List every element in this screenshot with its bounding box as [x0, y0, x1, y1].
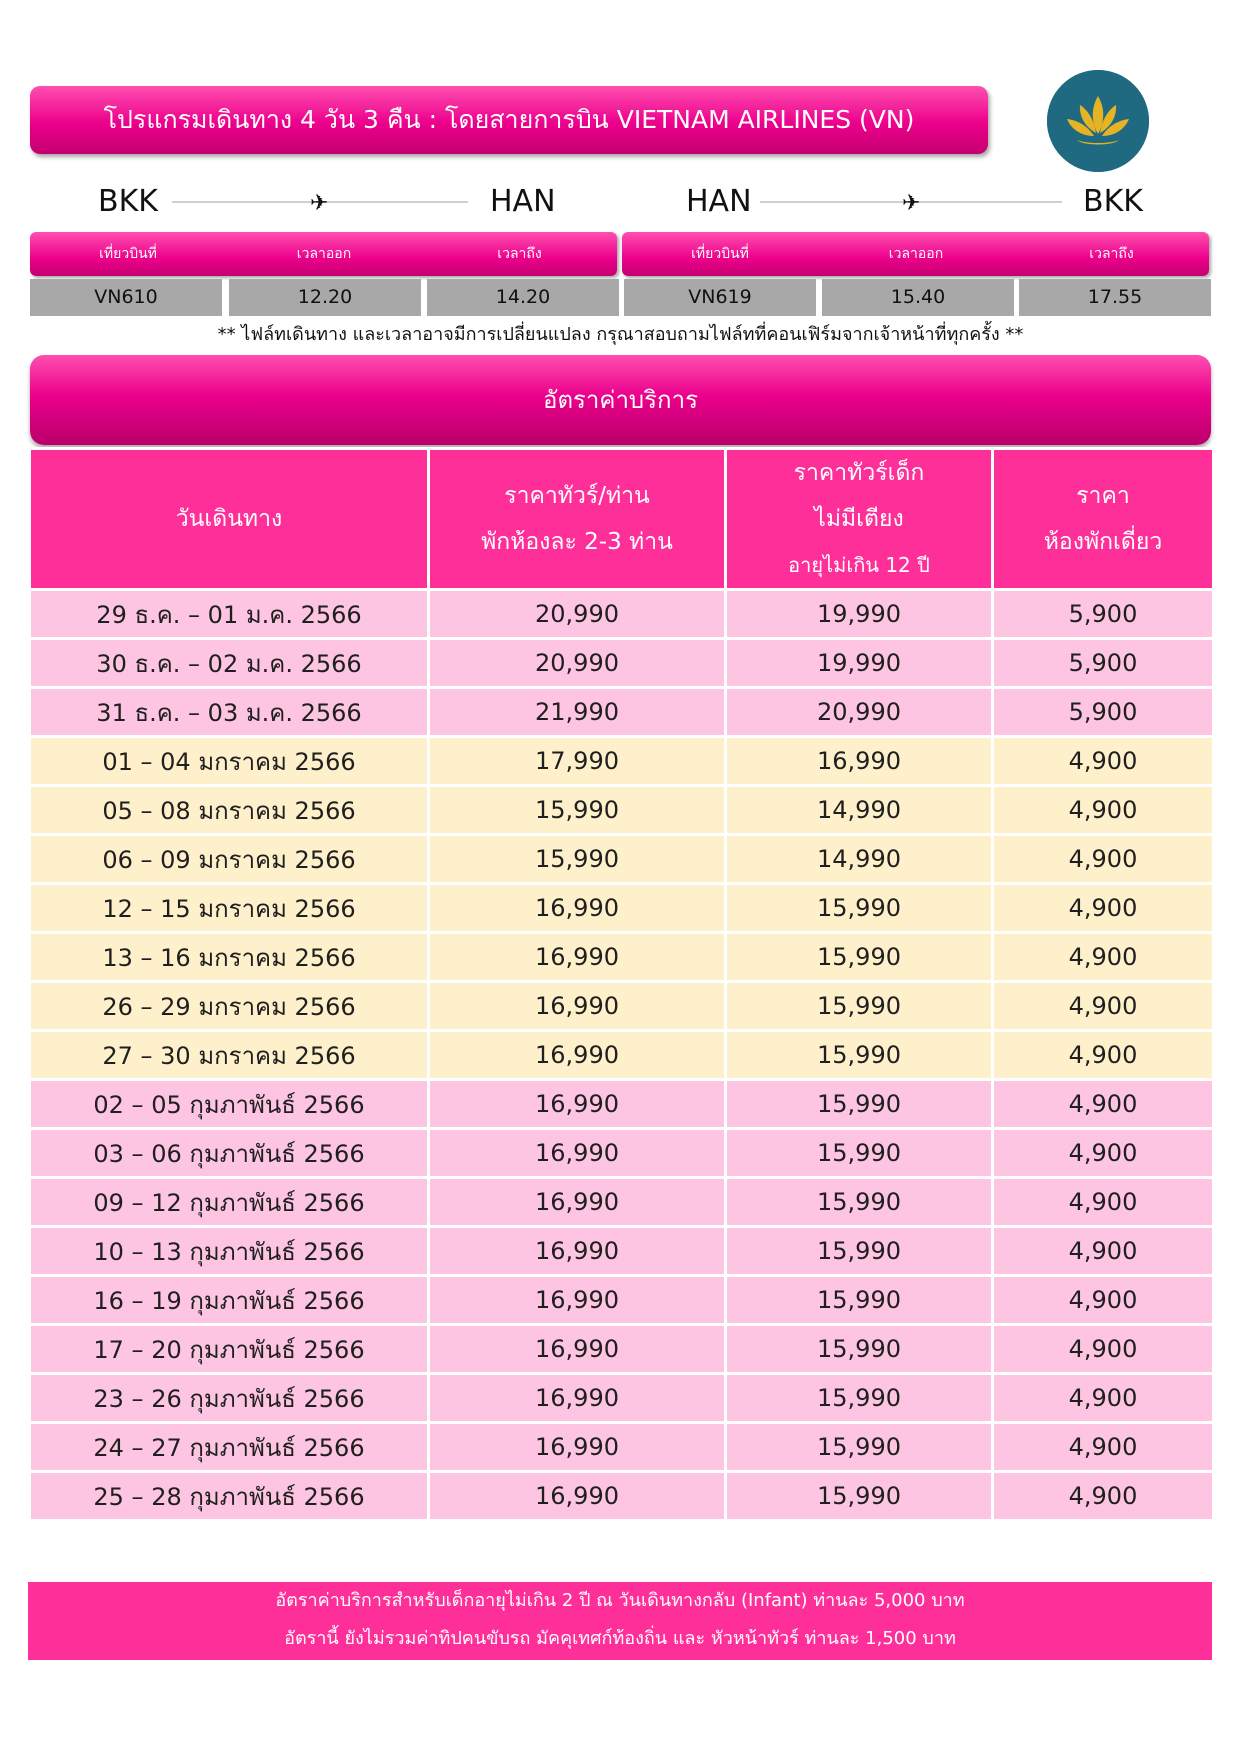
- header-adult-line2: พักห้องละ 2-3 ท่าน: [481, 529, 673, 555]
- single-room-cell: 4,900: [993, 1178, 1214, 1227]
- outbound-arrive-time: 14.20: [427, 279, 619, 316]
- single-room-cell: 4,900: [993, 1423, 1214, 1472]
- adult-price-cell: 15,990: [429, 835, 726, 884]
- program-title-banner: [30, 86, 988, 154]
- child-price-cell: 15,990: [726, 982, 993, 1031]
- program-title: โปรแกรมเดินทาง 4 วัน 3 คืน : โดยสายการบิน VIETNAM AIRLINES (VN): [103, 105, 915, 134]
- travel-date-cell: 02 – 05 กุมภาพันธ์ 2566: [30, 1080, 429, 1129]
- tip-exclusion-note: อัตรานี้ ยังไม่รวมค่าทิปคนขับรถ มัคคุเทศก์ท้องถิ่น และ หัวหน้าทัวร์ ท่านละ 1,500 บาท: [284, 1628, 956, 1649]
- table-row: [30, 1276, 1214, 1325]
- travel-date-cell: 23 – 26 กุมภาพันธ์ 2566: [30, 1374, 429, 1423]
- adult-price-cell: 16,990: [429, 1276, 726, 1325]
- child-price-cell: 16,990: [726, 737, 993, 786]
- return-destination: BKK: [1083, 184, 1143, 219]
- adult-price-cell: 16,990: [429, 1325, 726, 1374]
- header-adult-price: [429, 449, 726, 590]
- adult-price-cell: 16,990: [429, 1374, 726, 1423]
- child-price-cell: 15,990: [726, 933, 993, 982]
- header-child-line2: ไม่มีเตียง: [814, 506, 904, 532]
- table-row: [30, 1423, 1214, 1472]
- header-child-price: [726, 449, 993, 590]
- col-depart-label: เวลาออก: [296, 246, 352, 262]
- table-row: [30, 933, 1214, 982]
- table-row: [30, 639, 1214, 688]
- table-row: [30, 1472, 1214, 1521]
- travel-date-cell: 27 – 30 มกราคม 2566: [30, 1031, 429, 1080]
- header-date-label: วันเดินทาง: [175, 506, 283, 532]
- header-single-line2: ห้องพักเดี่ยว: [1043, 529, 1163, 555]
- travel-date-cell: 10 – 13 กุมภาพันธ์ 2566: [30, 1227, 429, 1276]
- table-row: [30, 1178, 1214, 1227]
- table-row: [30, 1031, 1214, 1080]
- adult-price-cell: 16,990: [429, 982, 726, 1031]
- outbound-flight-number: VN610: [30, 279, 222, 316]
- travel-date-cell: 12 – 15 มกราคม 2566: [30, 884, 429, 933]
- rates-body: [30, 590, 1214, 1521]
- vietnam-airlines-lotus-logo-icon: [1047, 70, 1149, 172]
- single-room-cell: 4,900: [993, 1472, 1214, 1521]
- travel-date-cell: 26 – 29 มกราคม 2566: [30, 982, 429, 1031]
- outbound-flight-header: [30, 232, 617, 276]
- adult-price-cell: 16,990: [429, 1227, 726, 1276]
- rates-header-row: [30, 449, 1214, 590]
- child-price-cell: 15,990: [726, 1178, 993, 1227]
- table-row: [30, 590, 1214, 639]
- col-flight-label: เที่ยวบินที่: [691, 246, 749, 262]
- adult-price-cell: 20,990: [429, 639, 726, 688]
- adult-price-cell: 16,990: [429, 933, 726, 982]
- rates-title-banner: [30, 355, 1211, 445]
- flight-change-note: ** ไฟล์ทเดินทาง และเวลาอาจมีการเปลี่ยนแปลง กรุณาสอบถามไฟล์ทที่คอนเฟิร์มจากเจ้าหน้าที่ทุกครั้ง **: [217, 324, 1024, 345]
- travel-date-cell: 16 – 19 กุมภาพันธ์ 2566: [30, 1276, 429, 1325]
- child-price-cell: 14,990: [726, 786, 993, 835]
- child-price-cell: 15,990: [726, 1423, 993, 1472]
- rates-table-container: [28, 447, 1212, 1522]
- single-room-cell: 4,900: [993, 1374, 1214, 1423]
- table-row: [30, 1227, 1214, 1276]
- adult-price-cell: 15,990: [429, 786, 726, 835]
- adult-price-cell: 16,990: [429, 1031, 726, 1080]
- outbound-destination: HAN: [490, 184, 556, 219]
- return-flight-number: VN619: [624, 279, 816, 316]
- table-row: [30, 884, 1214, 933]
- travel-date-cell: 09 – 12 กุมภาพันธ์ 2566: [30, 1178, 429, 1227]
- travel-date-cell: 06 – 09 มกราคม 2566: [30, 835, 429, 884]
- outbound-depart-time: 12.20: [229, 279, 421, 316]
- adult-price-cell: 16,990: [429, 1423, 726, 1472]
- travel-date-cell: 29 ธ.ค. – 01 ม.ค. 2566: [30, 590, 429, 639]
- header-child-line1: ราคาทัวร์เด็ก: [793, 460, 925, 486]
- single-room-cell: 4,900: [993, 933, 1214, 982]
- child-price-cell: 19,990: [726, 639, 993, 688]
- return-route: [0, 180, 1241, 224]
- child-price-cell: 15,990: [726, 1031, 993, 1080]
- child-price-cell: 15,990: [726, 1080, 993, 1129]
- child-price-cell: 15,990: [726, 1374, 993, 1423]
- return-flight-header: [622, 232, 1209, 276]
- adult-price-cell: 16,990: [429, 1178, 726, 1227]
- rates-table: [28, 447, 1215, 1522]
- travel-date-cell: 17 – 20 กุมภาพันธ์ 2566: [30, 1325, 429, 1374]
- return-arrive-time: 17.55: [1019, 279, 1211, 316]
- return-origin: HAN: [686, 184, 752, 219]
- single-room-cell: 4,900: [993, 1276, 1214, 1325]
- single-room-cell: 5,900: [993, 590, 1214, 639]
- travel-date-cell: 24 – 27 กุมภาพันธ์ 2566: [30, 1423, 429, 1472]
- header-single-line1: ราคา: [1076, 483, 1130, 509]
- adult-price-cell: 16,990: [429, 1080, 726, 1129]
- table-row: [30, 737, 1214, 786]
- single-room-cell: 4,900: [993, 884, 1214, 933]
- child-price-cell: 15,990: [726, 1227, 993, 1276]
- table-row: [30, 982, 1214, 1031]
- child-price-cell: 19,990: [726, 590, 993, 639]
- adult-price-cell: 16,990: [429, 1129, 726, 1178]
- col-arrive-label: เวลาถึง: [497, 246, 542, 262]
- table-row: [30, 1374, 1214, 1423]
- single-room-cell: 4,900: [993, 1031, 1214, 1080]
- child-price-cell: 15,990: [726, 1276, 993, 1325]
- rates-footer: [28, 1582, 1212, 1660]
- single-room-cell: 4,900: [993, 1325, 1214, 1374]
- travel-date-cell: 13 – 16 มกราคม 2566: [30, 933, 429, 982]
- single-room-cell: 4,900: [993, 835, 1214, 884]
- outbound-origin: BKK: [98, 184, 158, 219]
- table-row: [30, 1080, 1214, 1129]
- col-depart-label: เวลาออก: [888, 246, 944, 262]
- adult-price-cell: 20,990: [429, 590, 726, 639]
- child-price-cell: 15,990: [726, 1325, 993, 1374]
- single-room-cell: 5,900: [993, 639, 1214, 688]
- travel-date-cell: 25 – 28 กุมภาพันธ์ 2566: [30, 1472, 429, 1521]
- travel-date-cell: 31 ธ.ค. – 03 ม.ค. 2566: [30, 688, 429, 737]
- airplane-icon: ✈: [310, 191, 329, 216]
- table-row: [30, 835, 1214, 884]
- single-room-cell: 4,900: [993, 1129, 1214, 1178]
- single-room-cell: 5,900: [993, 688, 1214, 737]
- infant-rate-note: อัตราค่าบริการสำหรับเด็กอายุไม่เกิน 2 ปี ณ วันเดินทางกลับ (Infant) ท่านละ 5,000 บาท: [275, 1590, 965, 1611]
- return-depart-time: 15.40: [822, 279, 1014, 316]
- airplane-icon: ✈: [902, 191, 921, 216]
- single-room-cell: 4,900: [993, 786, 1214, 835]
- single-room-cell: 4,900: [993, 982, 1214, 1031]
- child-price-cell: 20,990: [726, 688, 993, 737]
- travel-date-cell: 01 – 04 มกราคม 2566: [30, 737, 429, 786]
- travel-date-cell: 05 – 08 มกราคม 2566: [30, 786, 429, 835]
- header-adult-line1: ราคาทัวร์/ท่าน: [504, 483, 650, 509]
- single-room-cell: 4,900: [993, 737, 1214, 786]
- travel-date-cell: 03 – 06 กุมภาพันธ์ 2566: [30, 1129, 429, 1178]
- adult-price-cell: 17,990: [429, 737, 726, 786]
- child-price-cell: 14,990: [726, 835, 993, 884]
- table-row: [30, 1129, 1214, 1178]
- adult-price-cell: 16,990: [429, 1472, 726, 1521]
- adult-price-cell: 21,990: [429, 688, 726, 737]
- child-price-cell: 15,990: [726, 1472, 993, 1521]
- header-child-line3: อายุไม่เกิน 12 ปี: [788, 553, 930, 577]
- single-room-cell: 4,900: [993, 1227, 1214, 1276]
- table-row: [30, 786, 1214, 835]
- rates-title: อัตราค่าบริการ: [543, 386, 698, 414]
- single-room-cell: 4,900: [993, 1080, 1214, 1129]
- header-travel-date: [30, 449, 429, 590]
- col-flight-label: เที่ยวบินที่: [99, 246, 157, 262]
- col-arrive-label: เวลาถึง: [1089, 246, 1134, 262]
- table-row: [30, 1325, 1214, 1374]
- travel-date-cell: 30 ธ.ค. – 02 ม.ค. 2566: [30, 639, 429, 688]
- header-single-room: [993, 449, 1214, 590]
- adult-price-cell: 16,990: [429, 884, 726, 933]
- child-price-cell: 15,990: [726, 884, 993, 933]
- child-price-cell: 15,990: [726, 1129, 993, 1178]
- table-row: [30, 688, 1214, 737]
